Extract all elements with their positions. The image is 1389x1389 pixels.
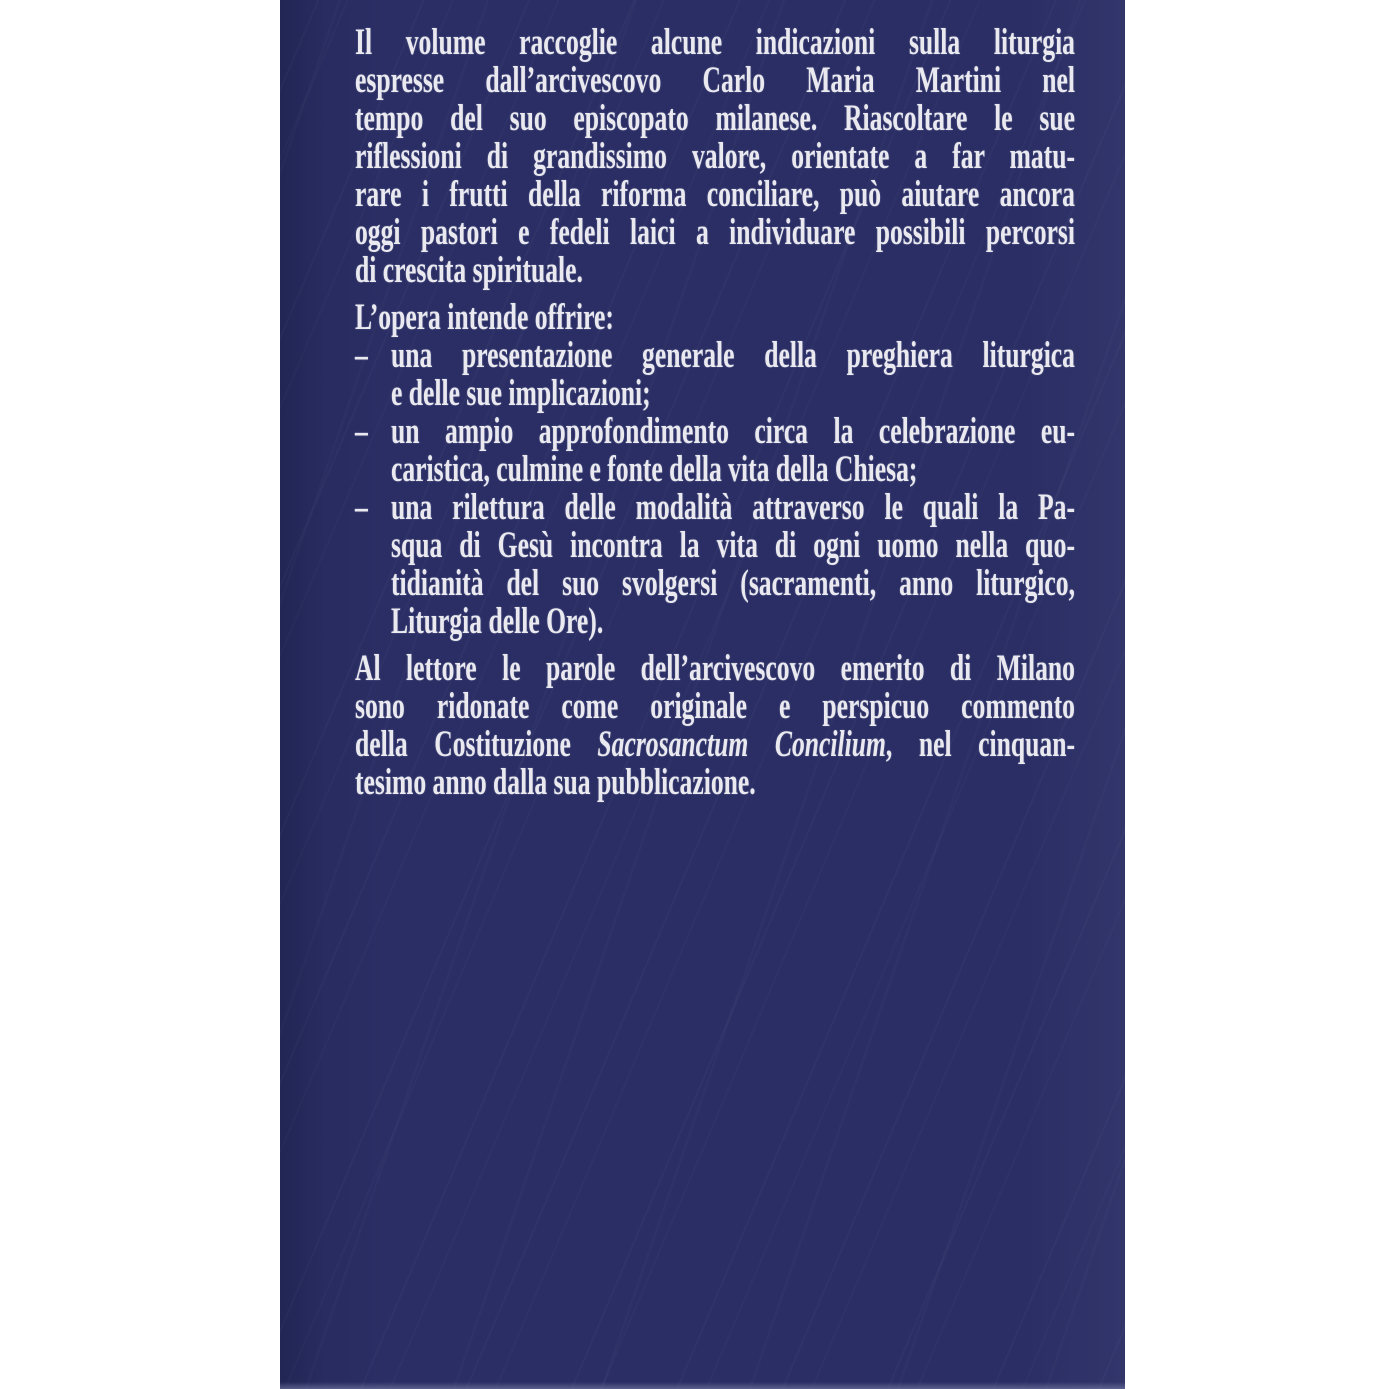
text-line: [391, 413, 1075, 451]
italic-book-title: Sacrosanctum Concilium: [597, 724, 886, 765]
text-segment: di crescita spirituale.: [355, 250, 583, 291]
text-segment: un ampio approfondimento circa la celebrazione eu-: [390, 411, 1075, 452]
text-line: [355, 688, 1075, 726]
text-line: [355, 24, 1075, 62]
text-line: [355, 214, 1075, 252]
text-line: [391, 451, 1075, 489]
text-segment: , nel cinquan-: [885, 724, 1075, 765]
text-segment: Il volume raccoglie alcune indicazioni sulla liturgia: [355, 22, 1075, 63]
blurb: [355, 24, 1075, 802]
bullet-text: [391, 337, 1075, 413]
text-segment: Al lettore le parole dell’arcivescovo emerito di Milano: [355, 648, 1075, 689]
bullet-item: [355, 413, 1075, 489]
bullet-text: [391, 413, 1075, 489]
text-line: [391, 565, 1075, 603]
text-line: [391, 527, 1075, 565]
bullet-dash: –: [355, 487, 368, 528]
bullet-dash: –: [355, 411, 368, 452]
text-segment: squa di Gesù incontra la vita di ogni uomo nella quo-: [390, 525, 1075, 566]
text-line: [391, 603, 1075, 641]
text-segment: tempo del suo episcopato milanese. Riascoltare le sue: [355, 98, 1075, 139]
cover-bottom-edge: [280, 1382, 1125, 1389]
text-segment: riflessioni di grandissimo valore, orientate a far matu-: [355, 136, 1075, 177]
text-segment: espresse dall’arcivescovo Carlo Maria Martini nel: [355, 60, 1075, 101]
text-segment: una presentazione generale della preghiera liturgica: [390, 335, 1075, 376]
text-segment: rare i frutti della riforma conciliare, può aiutare ancora: [355, 174, 1075, 215]
blurb-paragraph-2: [355, 299, 1075, 337]
text-line: [355, 176, 1075, 214]
text-line: [355, 138, 1075, 176]
text-segment: della Costituzione: [355, 724, 598, 765]
text-segment: sono ridonate come originale e perspicuo commento: [355, 686, 1075, 727]
text-line: [355, 100, 1075, 138]
blurb-paragraph-1: [355, 24, 1075, 290]
text-segment: tidianità del suo svolgersi (sacramenti, anno liturgico,: [390, 563, 1075, 604]
text-line: [355, 299, 1075, 337]
bullet-dash: –: [355, 335, 368, 376]
text-line: [355, 252, 1075, 290]
text-segment: L’opera intende offrire:: [355, 297, 614, 338]
text-line: [391, 375, 1075, 413]
text-line: [391, 337, 1075, 375]
text-segment: caristica, culmine e fonte della vita della Chiesa;: [390, 449, 918, 490]
text-line: [355, 650, 1075, 688]
bullet-text: [391, 489, 1075, 641]
text-segment: una rilettura delle modalità attraverso le quali la Pa-: [390, 487, 1075, 528]
text-line: [355, 764, 1075, 802]
text-line: [355, 726, 1075, 764]
text-segment: tesimo anno dalla sua pubblicazione.: [355, 762, 756, 803]
book-back-cover: [280, 0, 1125, 1389]
text-segment: oggi pastori e fedeli laici a individuare possibili percorsi: [355, 212, 1075, 253]
text-line: [391, 489, 1075, 527]
text-line: [355, 62, 1075, 100]
text-segment: Liturgia delle Ore).: [390, 601, 604, 642]
blurb-paragraph-6: [355, 650, 1075, 802]
bullet-item: [355, 489, 1075, 641]
text-segment: e delle sue implicazioni;: [390, 373, 651, 414]
bullet-item: [355, 337, 1075, 413]
